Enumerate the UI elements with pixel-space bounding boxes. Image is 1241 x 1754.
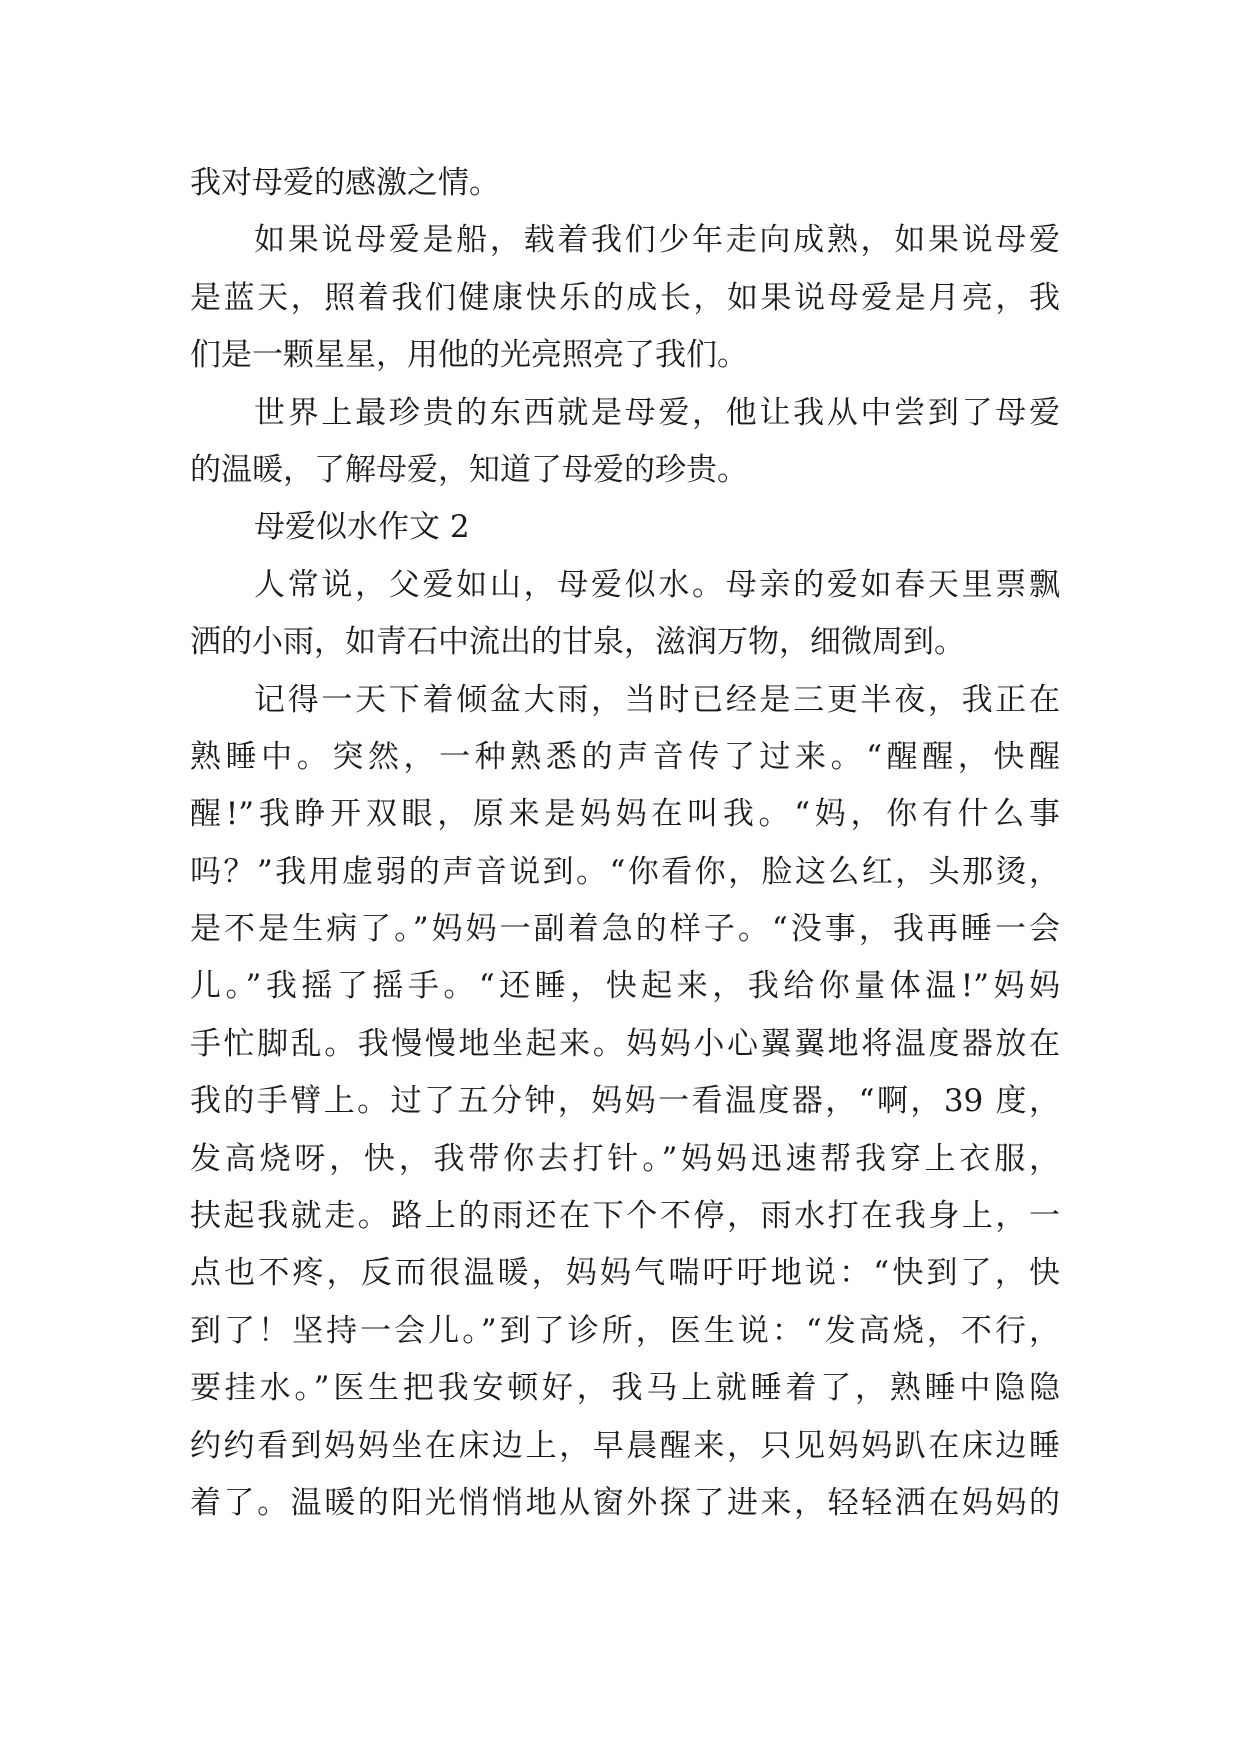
text-line: 醒!”我睁开双眼，原来是妈妈在叫我。“妈，你有什么事 [190, 796, 1060, 833]
text-line: 记得一天下着倾盆大雨，当时已经是三更半夜，我正在 [254, 681, 1060, 718]
text-line: 世界上最珍贵的东西就是母爱，他让我从中尝到了母爱 [254, 394, 1060, 431]
text-line: 我的手臂上。过了五分钟，妈妈一看温度器，“啊，39 度， [190, 1083, 1060, 1120]
text-line: 到了！坚持一会儿。”到了诊所，医生说：“发高烧，不行， [190, 1312, 1060, 1349]
text-line: 熟睡中。突然，一种熟悉的声音传了过来。“醒醒，快醒 [190, 738, 1060, 775]
text-line: 是蓝天，照着我们健康快乐的成长，如果说母爱是月亮，我 [190, 279, 1060, 316]
text-line: 手忙脚乱。我慢慢地坐起来。妈妈小心翼翼地将温度器放在 [190, 1025, 1060, 1062]
text-line: 我对母爱的感激之情。 [190, 165, 500, 201]
text-line: 的温暖，了解母爱，知道了母爱的珍贵。 [190, 451, 748, 488]
text-line: 约约看到妈妈坐在床边上，早晨醒来，只见妈妈趴在床边睡 [190, 1427, 1060, 1464]
text-line: 洒的小雨，如青石中流出的甘泉，滋润万物，细微周到。 [190, 624, 965, 661]
text-line: 要挂水。”医生把我安顿好，我马上就睡着了，熟睡中隐隐 [190, 1370, 1060, 1407]
text-line: 吗？”我用虚弱的声音说到。“你看你，脸这么红，头那烫， [190, 853, 1060, 890]
text-line: 人常说，父爱如山，母爱似水。母亲的爱如春天里票飘 [254, 566, 1060, 603]
text-line: 们是一颗星星，用他的光亮照亮了我们。 [190, 337, 748, 374]
section-heading: 母爱似水作文 2 [254, 509, 470, 546]
text-line: 发高烧呀，快，我带你去打针。”妈妈迅速帮我穿上衣服， [190, 1140, 1060, 1177]
text-line: 点也不疼，反而很温暖，妈妈气喘吁吁地说：“快到了，快 [190, 1255, 1060, 1292]
text-line: 如果说母爱是船，载着我们少年走向成熟，如果说母爱 [254, 222, 1060, 259]
document-body [190, 155, 1060, 1532]
text-line: 着了。温暖的阳光悄悄地从窗外探了进来，轻轻洒在妈妈的 [190, 1484, 1060, 1521]
text-line: 儿。”我摇了摇手。“还睡，快起来，我给你量体温!”妈妈 [190, 968, 1060, 1005]
text-line: 是不是生病了。”妈妈一副着急的样子。“没事，我再睡一会 [190, 911, 1060, 948]
text-line: 扶起我就走。路上的雨还在下个不停，雨水打在我身上，一 [190, 1198, 1060, 1235]
